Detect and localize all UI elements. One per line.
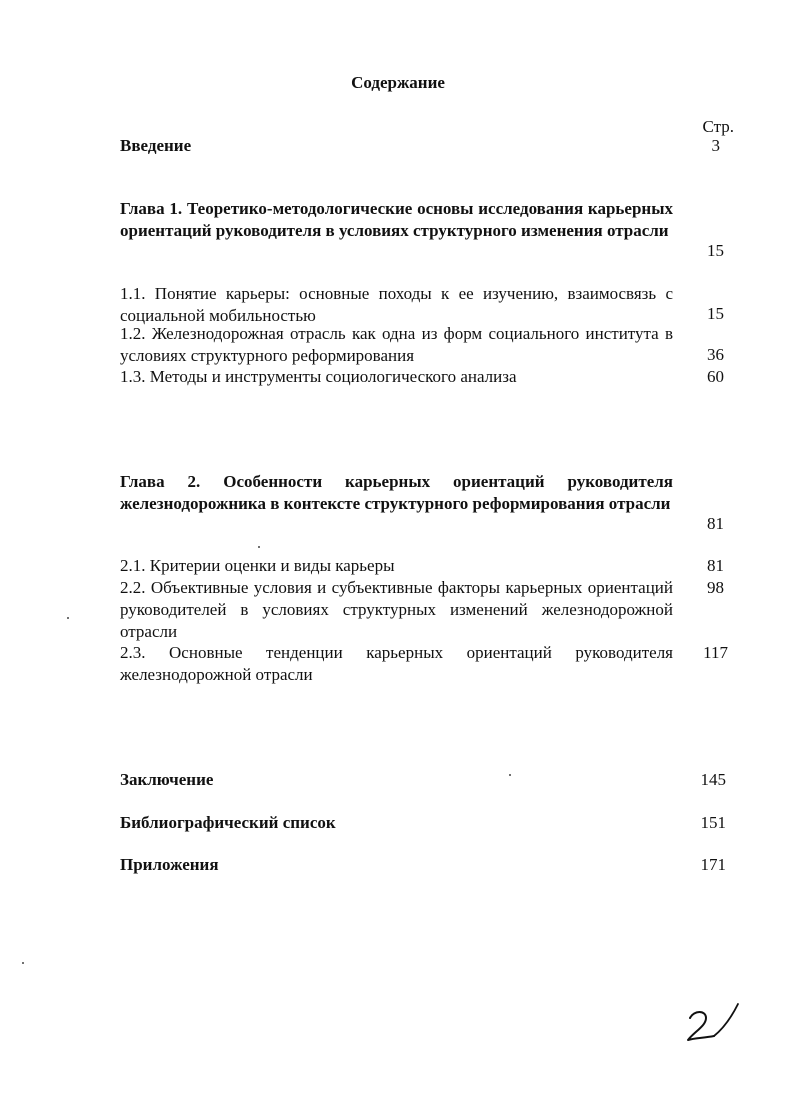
- section-1-1: 1.1. Понятие карьеры: основные походы к ее изучению, взаимосвязь с социальной мобильностью: [120, 284, 673, 325]
- section-1-1-page: 15: [707, 304, 724, 323]
- section-1-3: 1.3. Методы и инструменты социологического анализа: [120, 367, 517, 386]
- conclusion-label: Заключение: [120, 770, 214, 789]
- section-2-2: 2.2. Объективные условия и субъективные факторы карьерных ориентаций руководителей в условиях структурных изменений железнодорожной отрасли: [120, 578, 673, 641]
- handwritten-page-number: [680, 1000, 750, 1050]
- scan-speck: [258, 546, 260, 548]
- section-1-2: 1.2. Железнодорожная отрасль как одна из форм социального института в условиях структурного реформирования: [120, 324, 673, 365]
- scan-speck: [22, 962, 24, 964]
- intro-page: 3: [711, 136, 720, 155]
- section-2-1-page: 81: [707, 556, 724, 575]
- appendices-label: Приложения: [120, 855, 219, 874]
- section-2-1: 2.1. Критерии оценки и виды карьеры: [120, 556, 395, 575]
- chapter-1-page: 15: [707, 241, 724, 260]
- section-2-2-page: 98: [707, 578, 724, 597]
- bibliography-page: 151: [700, 813, 726, 832]
- section-1-3-page: 60: [707, 367, 724, 386]
- section-1-2-page: 36: [707, 345, 724, 364]
- chapter-2-title: Глава 2. Особенности карьерных ориентаций руководителя железнодорожника в контексте структурного реформирования отрасли: [120, 472, 673, 513]
- toc-title: Содержание: [351, 73, 445, 92]
- scan-speck: [509, 774, 511, 776]
- section-2-3-page: 117: [703, 643, 728, 662]
- intro-label: Введение: [120, 136, 192, 155]
- page-column-label: Стр.: [702, 117, 734, 136]
- section-2-3: 2.3. Основные тенденции карьерных ориентаций руководителя железнодорожной отрасли: [120, 643, 673, 684]
- conclusion-page: 145: [700, 770, 726, 789]
- bibliography-label: Библиографический список: [120, 813, 336, 832]
- appendices-page: 171: [700, 855, 726, 874]
- chapter-2-page: 81: [707, 514, 724, 533]
- chapter-1-title: Глава 1. Теоретико-методологические основы исследования карьерных ориентаций руководителя в условиях структурного изменения отрасли: [120, 199, 673, 240]
- scan-speck: [67, 617, 69, 619]
